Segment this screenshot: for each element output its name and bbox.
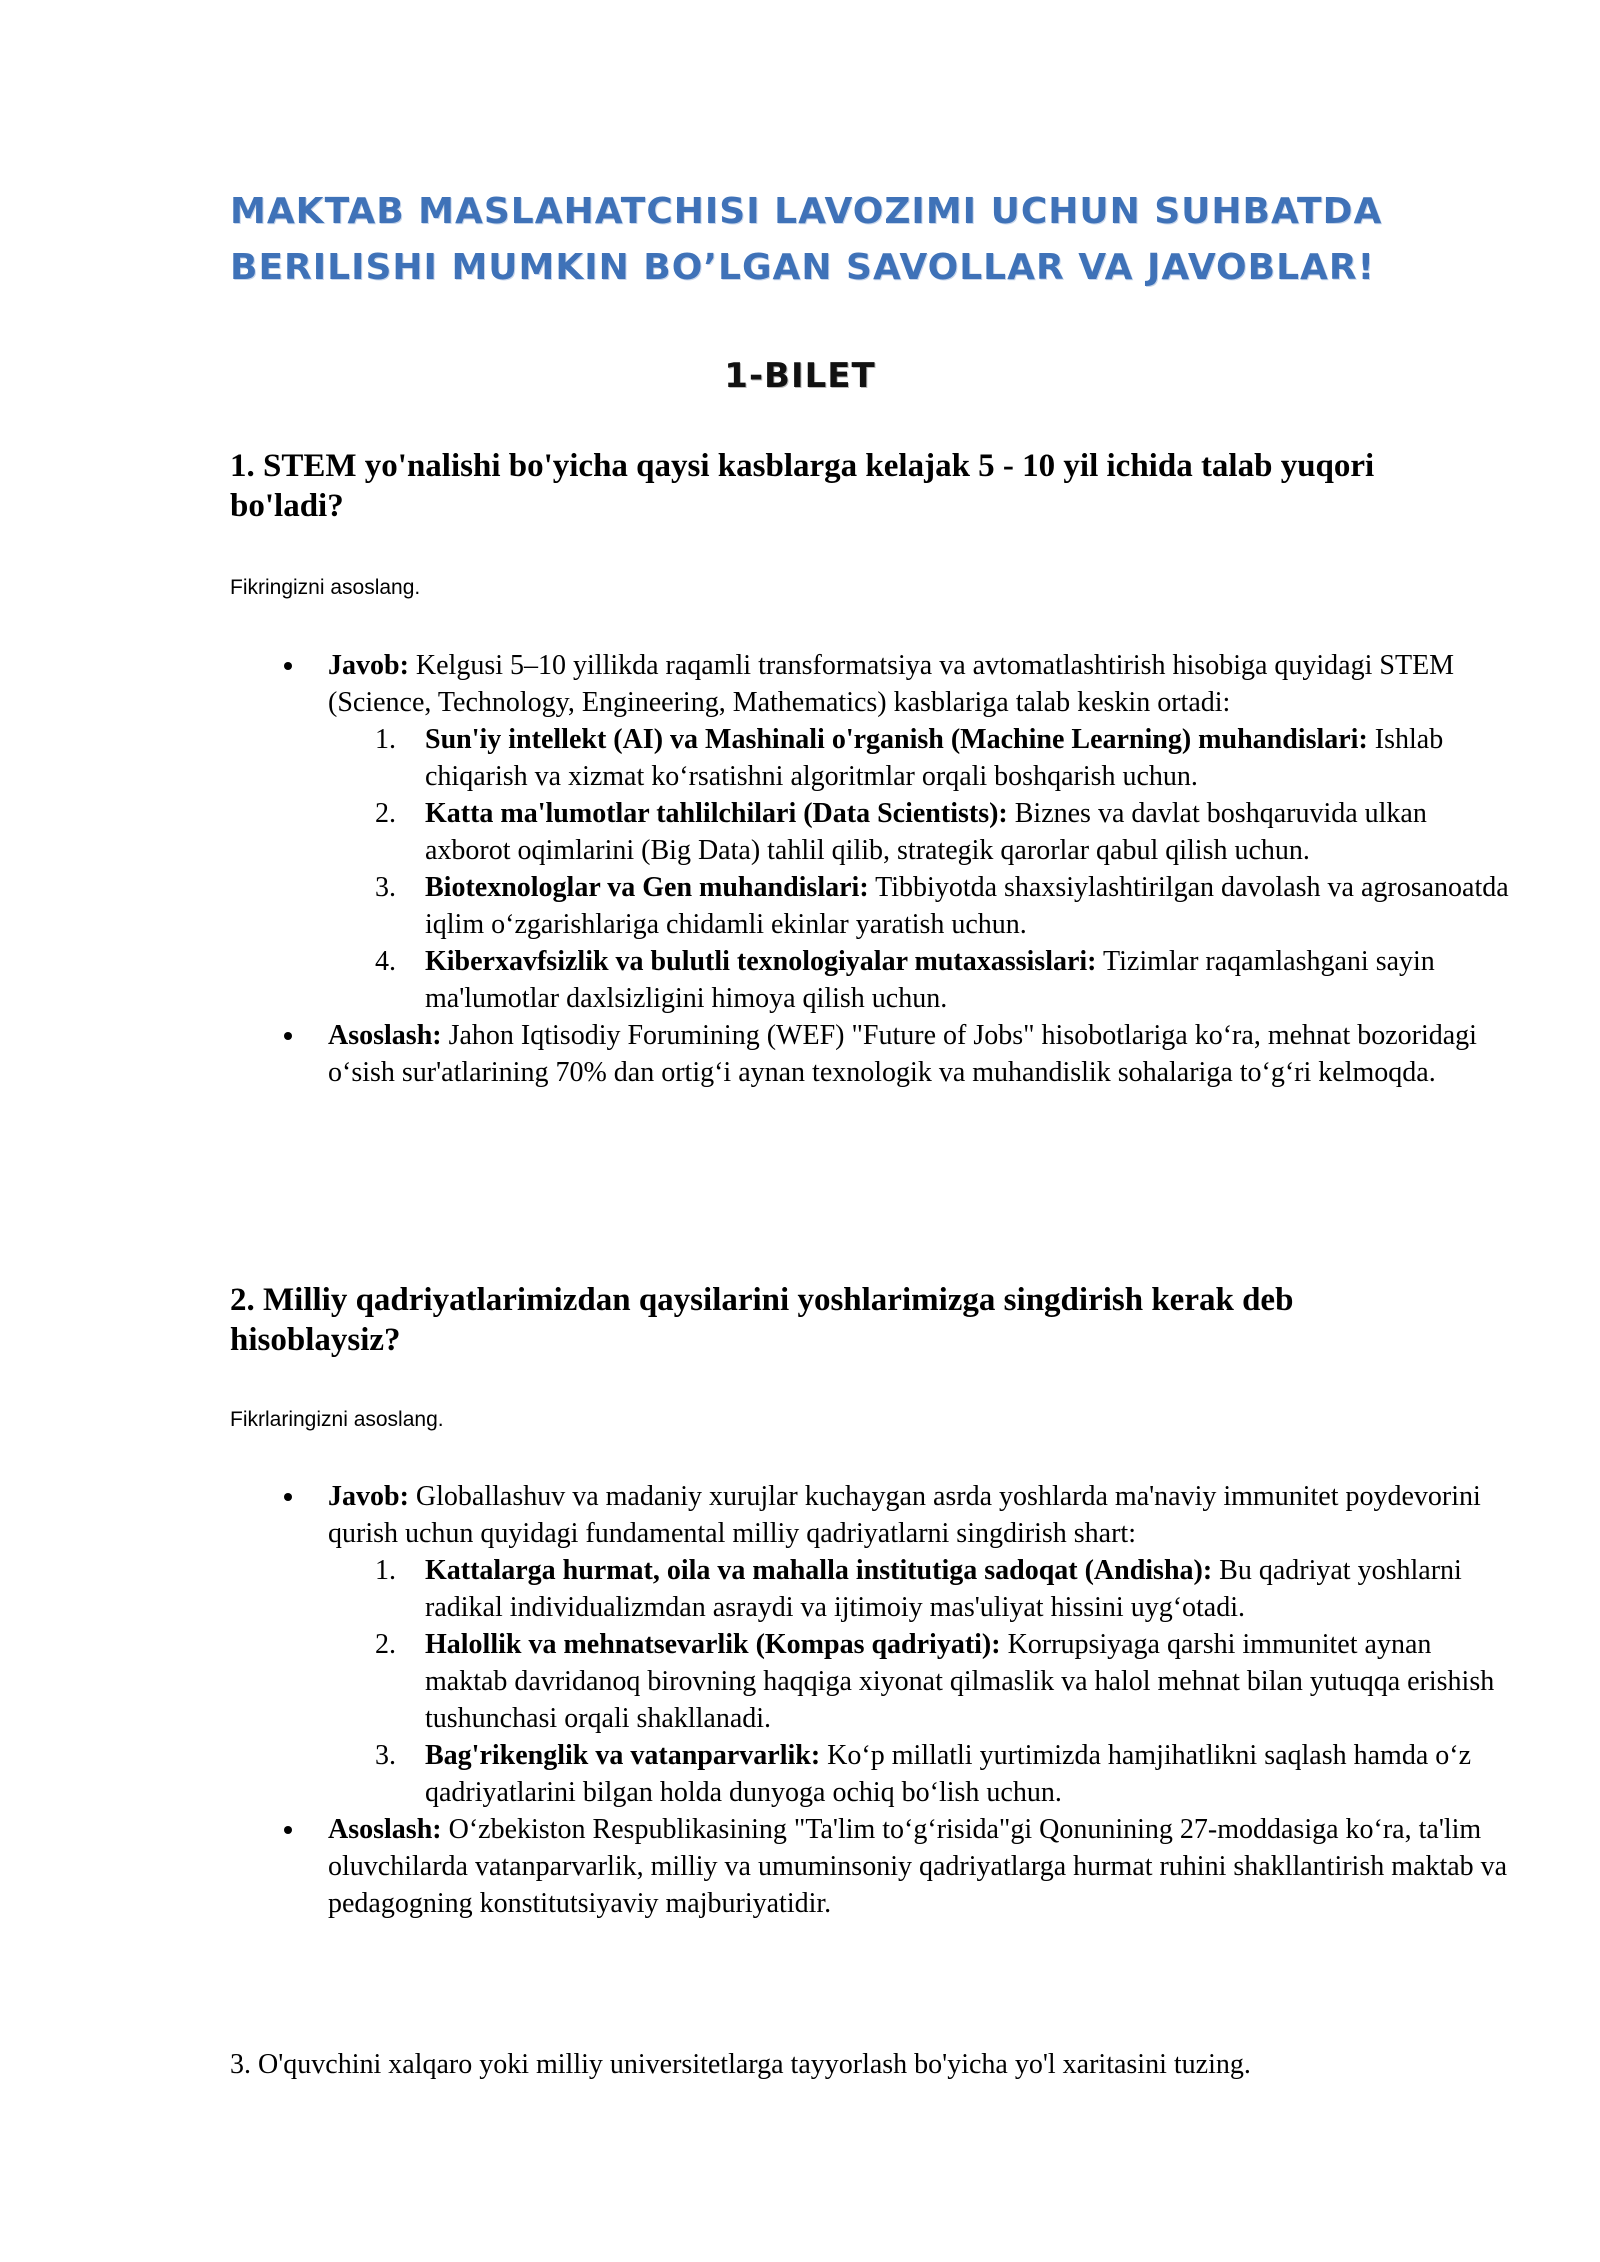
ticket-heading: 1-BILET: [724, 356, 876, 396]
list-item-text: Ko‘p millatli yurtimizda hamjihatlikni saqlash hamda o‘z qadriyatlarini bilgan holda dunyoga ochiq bo‘lish uchun.: [425, 1740, 1472, 1808]
reason-text: O‘zbekiston Respublikasining "Ta'lim to‘g‘risida"gi Qonunining 27-moddasiga ko‘ra, ta'lim oluvchilarda vatanparvarlik, milliy va umuminsoniy qadriyatlarga hurmat ruhini shakllantirish maktab va pedagogning konstitutsiyaviy majburiyatidir.: [328, 1814, 1508, 1919]
list-item-number: 4.: [375, 946, 396, 977]
list-item-text: Ishlab chiqarish va xizmat ko‘rsatishni algoritmlar orqali boshqarish uchun.: [425, 724, 1444, 792]
bullet-icon: [284, 1826, 292, 1834]
list-item: [230, 1737, 1510, 1811]
list-item-heading: Halollik va mehnatsevarlik (Kompas qadriyati):: [425, 1629, 1001, 1660]
bullet-icon: [284, 1032, 292, 1040]
question-1-answer: [230, 647, 1510, 1017]
list-item: [230, 943, 1510, 1017]
list-item: [230, 795, 1510, 869]
document-title-line-1: MAKTAB MASLAHATCHISI LAVOZIMI UCHUN SUHBATDA: [230, 191, 1383, 232]
list-item-text: Korrupsiyaga qarshi immunitet aynan maktab davridanoq birovning haqqiga xiyonat qilmaslik va halol mehnat bilan yutuqqa erishish tushunchasi orqali shakllanadi.: [425, 1629, 1495, 1734]
question-2-answer-block: [230, 1478, 1510, 1922]
reason-text: Jahon Iqtisodiy Forumining (WEF) "Future of Jobs" hisobotlariga ko‘ra, mehnat bozoridagi o‘sish sur'atlarining 70% dan ortig‘i aynan texnologik va muhandislik sohalariga to‘g‘ri kelmoqda.: [328, 1020, 1477, 1088]
list-item-number: 1.: [375, 1555, 396, 1586]
question-1-hint: Fikringizni asoslang.: [230, 576, 421, 599]
list-item-heading: Biotexnologlar va Gen muhandislari:: [425, 872, 869, 903]
bullet-icon: [284, 1493, 292, 1501]
list-item-text: Biznes va davlat boshqaruvida ulkan axborot oqimlarini (Big Data) tahlil qilib, strategik qarorlar qabul qilish uchun.: [425, 798, 1427, 866]
list-item-number: 1.: [375, 724, 396, 755]
list-item-number: 3.: [375, 872, 396, 903]
answer-label: Javob:: [328, 650, 409, 681]
document-title-line-2: BERILISHI MUMKIN BO’LGAN SAVOLLAR VA JAVOBLAR!: [230, 247, 1376, 288]
list-item-text: Tibbiyotda shaxsiylashtirilgan davolash va agrosanoatda iqlim o‘zgarishlariga chidamli ekinlar yaratish uchun.: [425, 872, 1509, 940]
answer-text: Kelgusi 5–10 yillikda raqamli transformatsiya va avtomatlashtirish hisobiga quyidagi STEM (Science, Technology, Engineering, Mathematics) kasblariga talab keskin ortadi:: [328, 650, 1455, 718]
list-item-number: 3.: [375, 1740, 396, 1771]
list-item: [230, 721, 1510, 795]
question-1-list: [230, 721, 1510, 1017]
list-item: [230, 1626, 1510, 1737]
question-1-answer-block: [230, 647, 1510, 1091]
list-item-heading: Sun'iy intellekt (AI) va Mashinali o'rganish (Machine Learning) muhandislari:: [425, 724, 1368, 755]
bullet-icon: [284, 662, 292, 670]
reason-label: Asoslash:: [328, 1020, 442, 1051]
question-3-title: 3. O'quvchini xalqaro yoki milliy universitetlarga tayyorlash bo'yicha yo'l xaritasini tuzing.: [230, 2049, 1251, 2080]
question-2-answer: [230, 1478, 1510, 1811]
list-item-heading: Kiberxavfsizlik va bulutli texnologiyalar mutaxassislari:: [425, 946, 1097, 977]
list-item-heading: Kattalarga hurmat, oila va mahalla institutiga sadoqat (Andisha):: [425, 1555, 1213, 1586]
list-item: [230, 869, 1510, 943]
list-item-number: 2.: [375, 798, 396, 829]
answer-text: Globallashuv va madaniy xurujlar kuchaygan asrda yoshlarda ma'naviy immunitet poydevorini qurish uchun quyidagi fundamental milliy qadriyatlarni singdirish shart:: [328, 1481, 1481, 1549]
list-item-number: 2.: [375, 1629, 396, 1660]
list-item: [230, 1552, 1510, 1626]
list-item-text: Bu qadriyat yoshlarni radikal individualizmdan asraydi va ijtimoiy mas'uliyat hissini uyg‘otadi.: [425, 1555, 1462, 1623]
question-1-reason: [230, 1017, 1510, 1091]
list-item-heading: Bag'rikenglik va vatanparvarlik:: [425, 1740, 821, 1771]
list-item-heading: Katta ma'lumotlar tahlilchilari (Data Scientists):: [425, 798, 1008, 829]
question-2-hint: Fikrlaringizni asoslang.: [230, 1408, 444, 1431]
list-item-text: Tizimlar raqamlashgani sayin ma'lumotlar daxlsizligini himoya qilish uchun.: [425, 946, 1435, 1014]
question-2-title: 2. Milliy qadriyatlarimizdan qaysilarini yoshlarimizga singdirish kerak deb hisoblaysiz?: [230, 1282, 1294, 1358]
question-1-title: 1. STEM yo'nalishi bo'yicha qaysi kasblarga kelajak 5 - 10 yil ichida talab yuqori bo'ladi?: [230, 448, 1375, 524]
document-title: [230, 184, 1383, 296]
question-2-reason: [230, 1811, 1510, 1922]
question-2-list: [230, 1552, 1510, 1811]
reason-label: Asoslash:: [328, 1814, 442, 1845]
answer-label: Javob:: [328, 1481, 409, 1512]
